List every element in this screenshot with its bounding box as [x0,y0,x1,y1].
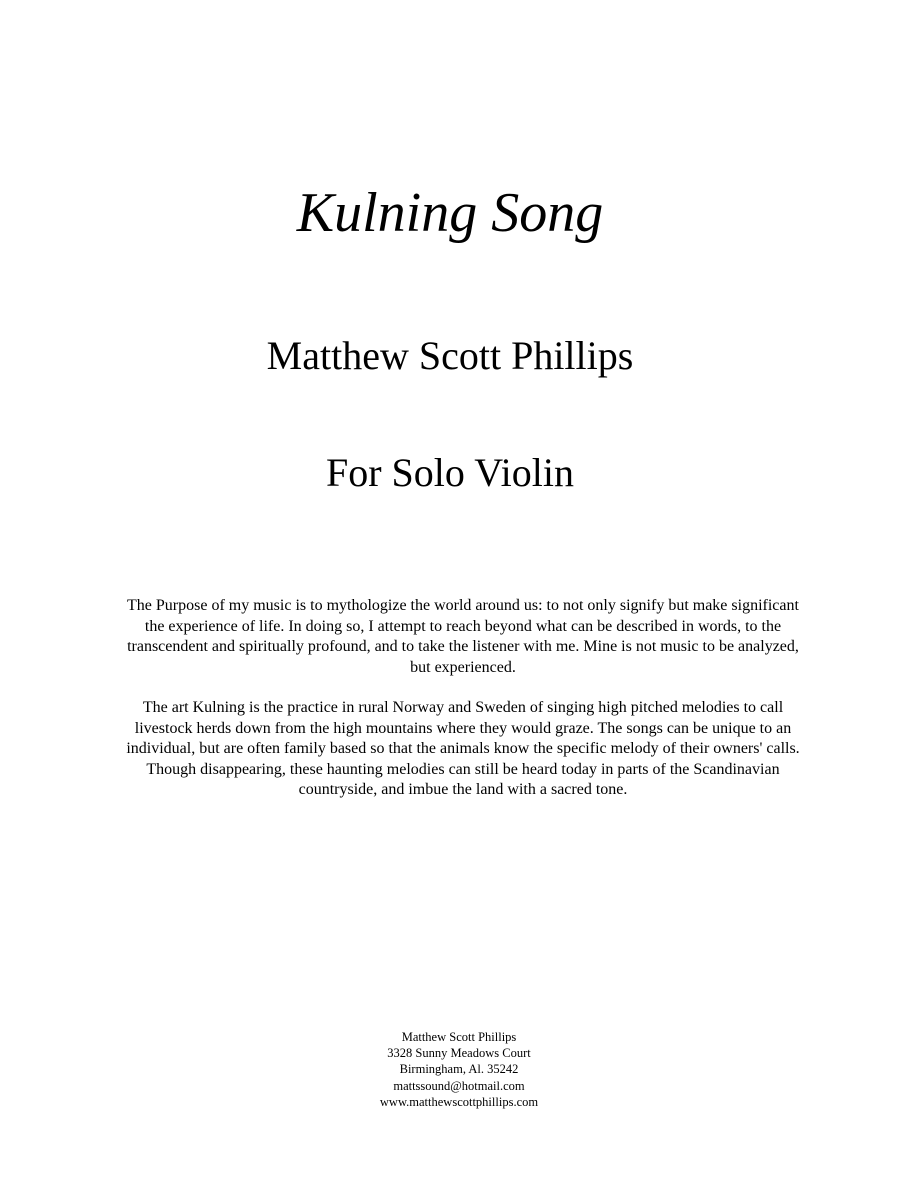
instrumentation: For Solo Violin [325,450,575,495]
contact-email: mattssound@hotmail.com [393,1078,525,1093]
contact-block [300,1029,618,1110]
page-title: Kulning Song [296,182,604,244]
composer-name: Matthew Scott Phillips [266,333,634,378]
program-note-kulning: The art Kulning is the practice in rural Norway and Sweden of singing high pitched melodies to call livestock herds down from the high mountains where they would graze. The songs can be unique to an individual, but are often family based so that the animals know the specific melody of their owners' calls. Though disappearing, these haunting melodies can still be heard today in parts of the Scandinavian countryside, and imbue the land with a sacred tone. [126,699,800,799]
contact-website: www.matthewscottphillips.com [379,1094,539,1109]
contact-street: 3328 Sunny Meadows Court [387,1046,531,1061]
contact-name: Matthew Scott Phillips [401,1030,517,1044]
contact-city: Birmingham, Al. 35242 [399,1062,519,1077]
program-note-purpose: The Purpose of my music is to mythologize the world around us: to not only signify but make significant the experience of life. In doing so, I attempt to reach beyond what can be described in words, to the transcendent and spiritually profound, and to take the listener with me. Mine is not music to be analyzed, but experienced. [127,597,799,676]
